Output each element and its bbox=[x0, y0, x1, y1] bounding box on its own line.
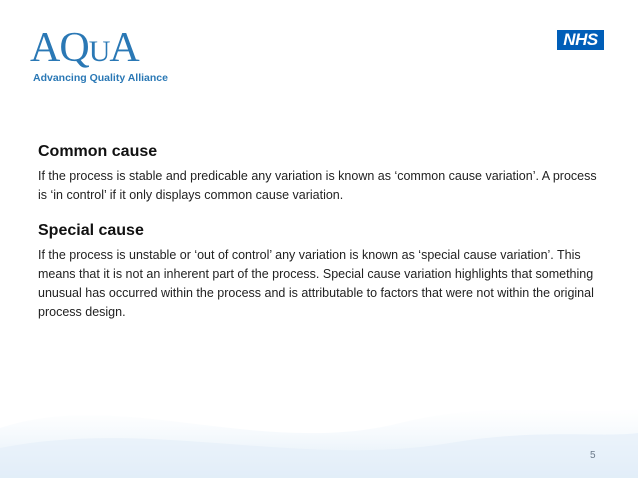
slide-content bbox=[38, 142, 608, 338]
section-special-cause bbox=[38, 221, 608, 322]
logo-letter-a2: A bbox=[109, 25, 139, 71]
logo-letter-u: U bbox=[88, 35, 110, 68]
section-body: If the process is unstable or ‘out of control’ any variation is known as ‘special cause variation’. This means that it is not an inherent part of the process. Special cause variation highlights that something unusual has occurred within the process and is attributable to factors that were not within the original process design. bbox=[38, 248, 594, 319]
section-common-cause bbox=[38, 142, 608, 205]
background-wave bbox=[0, 368, 638, 478]
logo-letter-q: Q bbox=[59, 25, 89, 71]
page-number: 5 bbox=[590, 450, 596, 461]
aqua-logo bbox=[30, 25, 168, 88]
logo-letter-a: A bbox=[30, 25, 60, 71]
section-heading: Special cause bbox=[38, 222, 144, 239]
logo-tagline: Advancing Quality Alliance bbox=[33, 72, 168, 84]
section-heading: Common cause bbox=[38, 143, 158, 160]
aqua-logo-wordmark bbox=[30, 26, 139, 70]
section-body: If the process is stable and predicable any variation is known as ‘common cause variation’. A process is ‘in control’ if it only displays common cause variation. bbox=[38, 169, 597, 202]
nhs-logo: NHS bbox=[557, 30, 604, 50]
